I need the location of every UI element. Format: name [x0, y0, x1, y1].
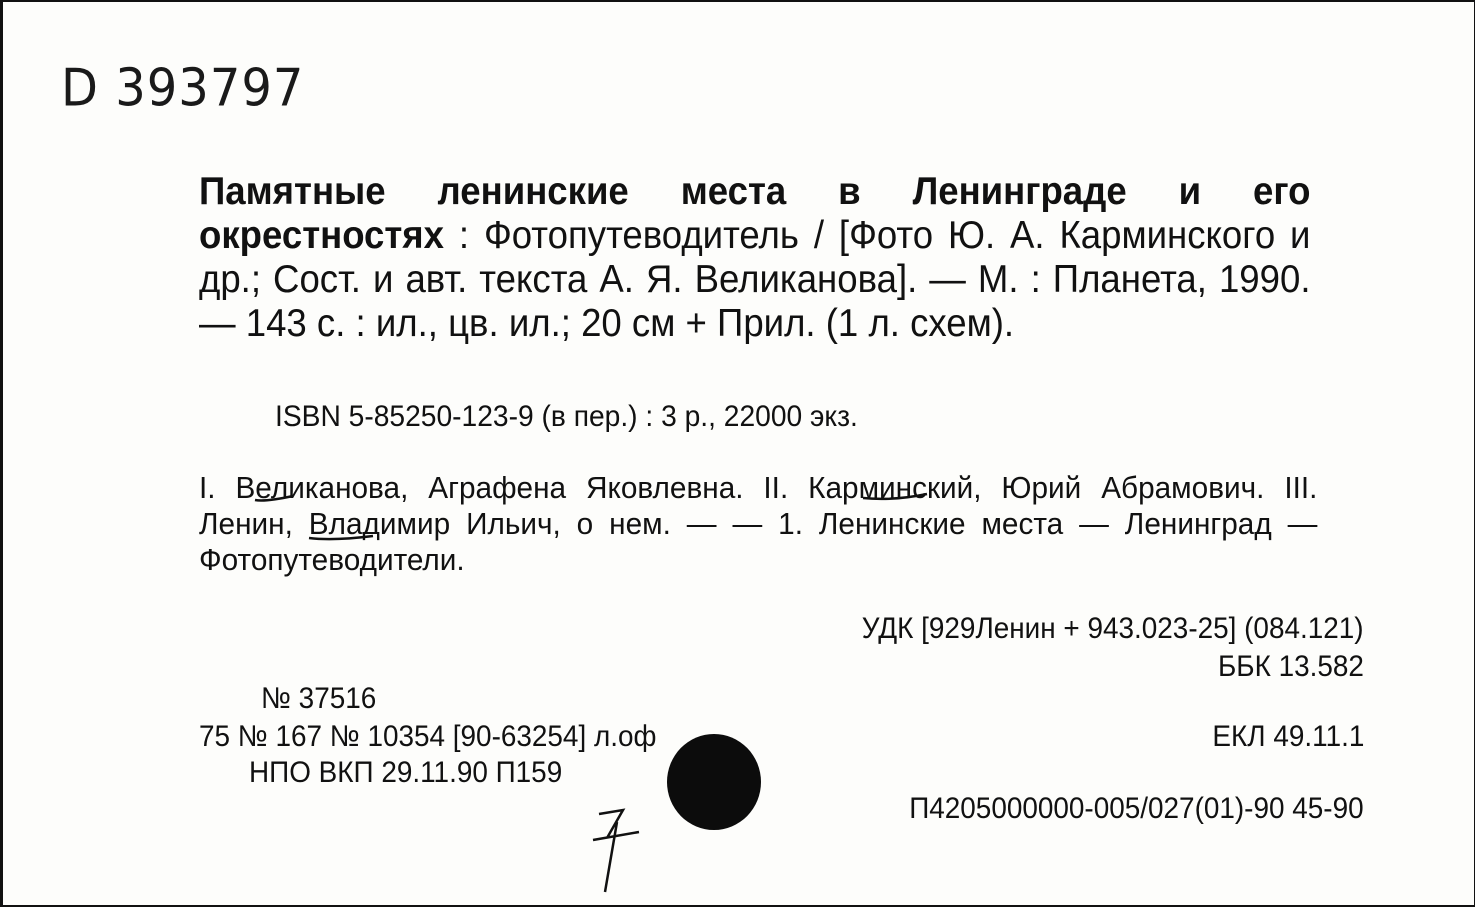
underline-mark [309, 536, 373, 539]
npo-line: НПО ВКП 29.11.90 П159 [249, 756, 563, 789]
subject-headings: I. Великанова, Аграфена Яковлевна. II. Карминский, Юрий Абрамович. III. Ленин, Владимир Ильич, о нем. — — 1. Ленинские места — Ленинград — Фотопутеводители. [199, 470, 1318, 577]
handwritten-inventory-id: D 393797 [61, 57, 305, 119]
pen-marks [3, 2, 1474, 905]
book-title: Памятные ленинские места в Ленинграде и его окрестностях [199, 170, 1311, 257]
underline-mark [255, 496, 293, 501]
ekl-classification: ЕКЛ 49.11.1 [1212, 720, 1364, 753]
publication-details: : Фотопутеводитель / [Фото Ю. А. Карминского и др.; Сост. и авт. текста А. Я. Великанова]. — М. : Планета, 1990. — 143 с. : ил., цв. ил.; 20 см + Прил. (1 л. схем). [199, 214, 1311, 345]
card-number: № 37516 [261, 682, 377, 715]
publisher-code: П4205000000-005/027(01)-90 45-90 [909, 792, 1364, 825]
order-line: 75 № 167 № 10354 [90-63254] л.оф [199, 720, 657, 753]
bbk-classification: ББК 13.582 [1218, 650, 1364, 683]
handwritten-seven-icon [593, 810, 639, 892]
underline-mark [863, 494, 927, 499]
isbn-line: ISBN 5-85250-123-9 (в пер.) : 3 р., 22000 экз. [275, 400, 858, 433]
udk-classification: УДК [929Ленин + 943.023-25] (084.121) [862, 612, 1364, 645]
